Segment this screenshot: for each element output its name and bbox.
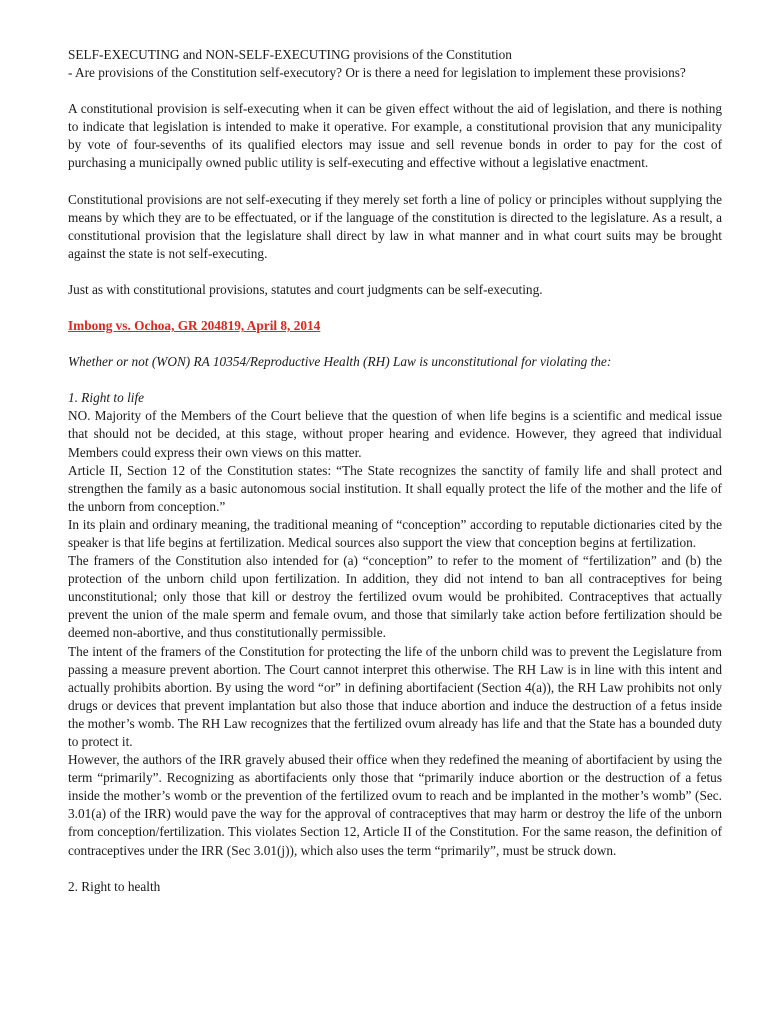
section-1-paragraph: The intent of the framers of the Constitution for protecting the life of the unborn child was to prevent the Legislature from passing a measure prevent abortion. The Court cannot interpret this otherwise. The RH Law is in line with this intent and actually prohibits abortion. By using the word “or” in defining abortifacient (Section 4(a)), the RH Law prohibits not only drugs or devices that prevent implantation but also those that induce abortion and induce the destruction of a fetus inside the mother’s womb. The RH Law recognizes that the fertilized ovum already has life and that the State has a bounded duty to protect it. <box>68 643 722 749</box>
section-1-paragraph: NO. Majority of the Members of the Court believe that the question of when life begins is a scientific and medical issue that should not be decided, at this stage, without proper hearing and evidence. However, they agreed that individual Members could express their own views on this matter. <box>68 408 722 460</box>
spacer <box>68 860 722 878</box>
document-heading: SELF-EXECUTING and NON-SELF-EXECUTING provisions of the Constitution <box>68 47 512 62</box>
section-1-paragraph: Article II, Section 12 of the Constitution states: “The State recognizes the sanctity of family life and shall protect and strengthen the family as a basic autonomous social institution. It shall equally protect the life of the mother and the life of the unborn from conception.” <box>68 462 722 514</box>
paragraph-statutes: Just as with constitutional provisions, statutes and court judgments can be self-executing. <box>68 281 543 297</box>
spacer <box>68 263 722 281</box>
section-2-title: 2. Right to health <box>68 878 161 894</box>
case-question: Whether or not (WON) RA 10354/Reproductive Health (RH) Law is unconstitutional for violating the: <box>68 354 612 370</box>
case-title: Imbong vs. Ochoa, GR 204819, April 8, 2014 <box>68 318 321 334</box>
spacer <box>68 335 722 353</box>
paragraph-non-self-executing: Constitutional provisions are not self-executing if they merely set forth a line of policy or principles without supplying the means by which they are to be effectuated, or if the language of the constitution is directed to the legislature. As a result, a constitutional provision that the legislature shall direct by law in what manner and in what court suits may be brought against the state is not self-executing. <box>68 191 722 261</box>
section-1-title: 1. Right to life <box>68 390 145 406</box>
spacer <box>68 173 722 191</box>
section-1-paragraph: In its plain and ordinary meaning, the traditional meaning of “conception” according to reputable dictionaries cited by the speaker is that life begins at fertilization. Medical sources also support the view that conception begins at fertilization. <box>68 516 722 550</box>
section-1-paragraph: The framers of the Constitution also intended for (a) “conception” to refer to the moment of “fertilization” and (b) the protection of the unborn child upon fertilization. In addition, they did not intend to ban all contraceptives for being unconstitutional; only those that kill or destroy the fertilized ovum would be prohibited. Contraceptives that actually prevent the union of the male sperm and female ovum, and those that similarly take action before fertilization should be deemed non-abortive, and thus constitutionally permissible. <box>68 553 722 641</box>
intro-question: - Are provisions of the Constitution self-executory? Or is there a need for legislation to implement these provisions? <box>68 65 686 81</box>
spacer <box>68 82 722 100</box>
spacer <box>68 299 722 317</box>
spacer <box>68 371 722 389</box>
document-page <box>68 46 722 896</box>
paragraph-self-executing: A constitutional provision is self-executing when it can be given effect without the aid of legislation, and there is nothing to indicate that legislation is intended to make it operative. For example, a constitutional provision that any municipality by vote of four-sevenths of its qualified electors may issue and sell revenue bonds in order to pay for the cost of purchasing a municipally owned public utility is self-executing and effective without a legislative enactment. <box>68 101 722 171</box>
section-1-paragraph: However, the authors of the IRR gravely abused their office when they redefined the meaning of abortifacient by using the term “primarily”. Recognizing as abortifacients only those that “primarily induce abortion or the destruction of a fetus inside the mother’s womb or the prevention of the fertilized ovum to reach and be implanted in the mother’s womb” (Sec. 3.01(a) of the IRR) would pave the way for the approval of contraceptives that may harm or destroy the life of the unborn from conception/fertilization. This violates Section 12, Article II of the Constitution. For the same reason, the definition of contraceptives under the IRR (Sec 3.01(j)), which also uses the term “primarily”, must be struck down. <box>68 752 722 858</box>
